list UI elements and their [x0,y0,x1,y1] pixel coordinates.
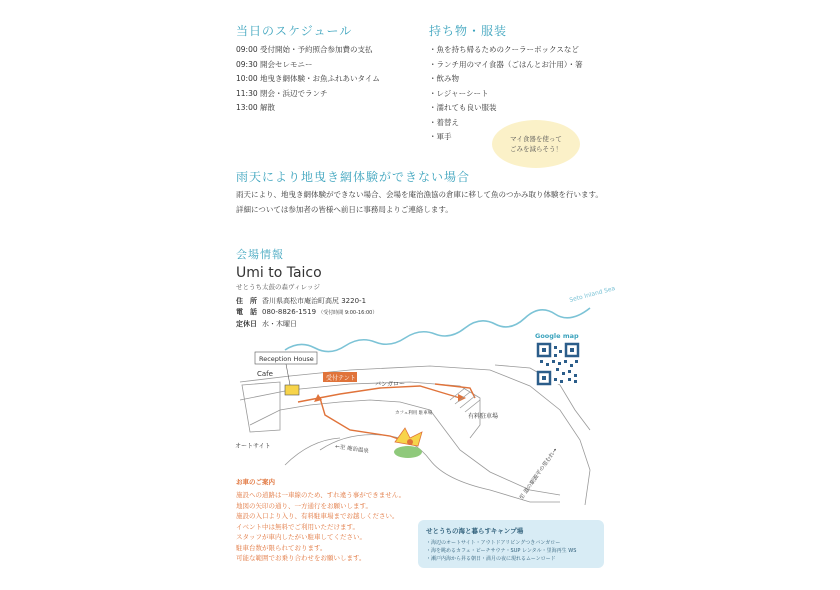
belongings-item: ・濡れても良い服装 [429,103,497,112]
closed-value: 水・木曜日 [262,320,297,328]
cafe-label: Cafe [257,370,273,378]
car-notice-heading: お車のご案内 [236,478,275,486]
route-arrow [298,386,460,402]
notice-line: 施設の入口より入り、有料駐車場までお越しください。 [236,512,399,520]
road-east-label: 至 道の駅源平の里むれ→ [518,447,559,502]
closed-label: 定休日 [236,320,257,328]
camp-item: ・海辺のオートサイト・アウトドアリビングつきバンガロー [426,540,561,546]
car-notice [236,477,405,564]
notice-line: 駐車台数が限られております。 [236,543,327,552]
paid-parking-label: 有料駐車場 [468,413,499,420]
schedule-item: 09:00 受付開始・予約照合参加費の支払 [236,45,373,54]
bubble-line: ごみを減らそう！ [510,145,562,153]
notice-line: スタッフが車内したがい駐車してください。 [236,533,366,541]
rain-text-2: 詳細については参加者の皆様へ前日に事務局よりご連絡します。 [236,204,453,214]
schedule-item: 10:00 地曳き網体験・お魚ふれあいタイム [236,74,380,83]
belongings-item: ・着替え [429,117,459,127]
qr-code[interactable] [538,344,578,384]
notice-line: 地図の矢印の通り、一方通行をお願いします。 [236,501,372,510]
parking-lot [450,388,480,412]
reception-building [285,385,299,395]
camp-info-box [418,520,604,568]
phone-value[interactable]: 080-8826-1519 [262,308,317,316]
sea-label: Seto Inland Sea [568,284,616,304]
notice-line: イベント中は無料でご利用いただけます。 [236,522,359,531]
road-west-label: ←至 庵治温泉 [334,444,370,455]
address-label: 住 所 [236,297,257,305]
car-notice-lines [236,490,405,564]
rain-section [236,168,603,217]
mascot-illustration [394,428,422,458]
schedule-item: 11:30 閉会・浜辺でランチ [236,88,328,98]
camp-heading: せとうちの海と暮らすキャンプ場 [426,527,524,535]
rain-heading: 雨天により地曳き網体験ができない場合 [236,170,471,184]
campsite-label: オートサイト [235,443,271,450]
tent-label: 受付テント [326,375,356,382]
road-line [285,438,340,465]
camp-item: ・海を眺めるカフェ・ビーチサウナ・SUP レンタル・里海再生 WS [426,548,577,554]
belongings-item: ・飲み物 [429,74,459,83]
schedule-section [236,22,380,116]
schedule-heading: 当日のスケジュール [236,24,353,38]
belongings-item: ・軍手 [429,132,452,141]
belongings-item: ・ランチ用のマイ食器（ごはんとお汁用）・箸 [429,59,583,69]
venue-heading: 会場情報 [236,248,284,261]
camp-list [426,539,596,563]
belongings-item: ・魚を持ち帰るためのクーラーボックスなど [429,45,579,54]
venue-name: Umi to Taico [236,265,322,281]
notice-line: 施設への道路は一車線のため、すれ違う事ができません。 [236,491,406,499]
phone-label: 電 話 [236,308,257,316]
small-parking-label: カフェ利用 駐車場 [395,411,433,416]
leader-line [286,364,290,385]
schedule-list [236,43,380,116]
tip-bubble [492,120,580,168]
belongings-item: ・レジャーシート [429,88,489,98]
notice-line: 可能な範囲でお乗り合わせをお願いします。 [236,554,366,562]
schedule-item: 13:00 解散 [236,103,275,112]
campsite-block [242,382,280,432]
schedule-item: 09:30 開会セレモニー [236,59,313,69]
rain-text-1: 雨天により、地曳き網体験ができない場合、会場を庵治漁協の倉庫に移して魚のつかみ取り体験を行います。 [236,190,603,199]
google-map-label[interactable]: Google map [535,332,579,340]
belongings-heading: 持ち物・服装 [429,24,508,38]
bungalow-label: バンガロー [375,381,406,388]
address-value: 香川県高松市庵治町高尻 3220-1 [262,297,367,305]
venue-subname: せとうち太鼓の森ヴィレッジ [236,283,321,291]
camp-item: ・瀬戸内海から昇る朝日・満月の夜に現れるムーンロード [426,556,556,562]
reception-label: Reception House [259,355,314,363]
phone-note: （受付時間 9:00-16:00） [318,310,378,316]
bubble-line: マイ食器を使って [510,135,562,143]
